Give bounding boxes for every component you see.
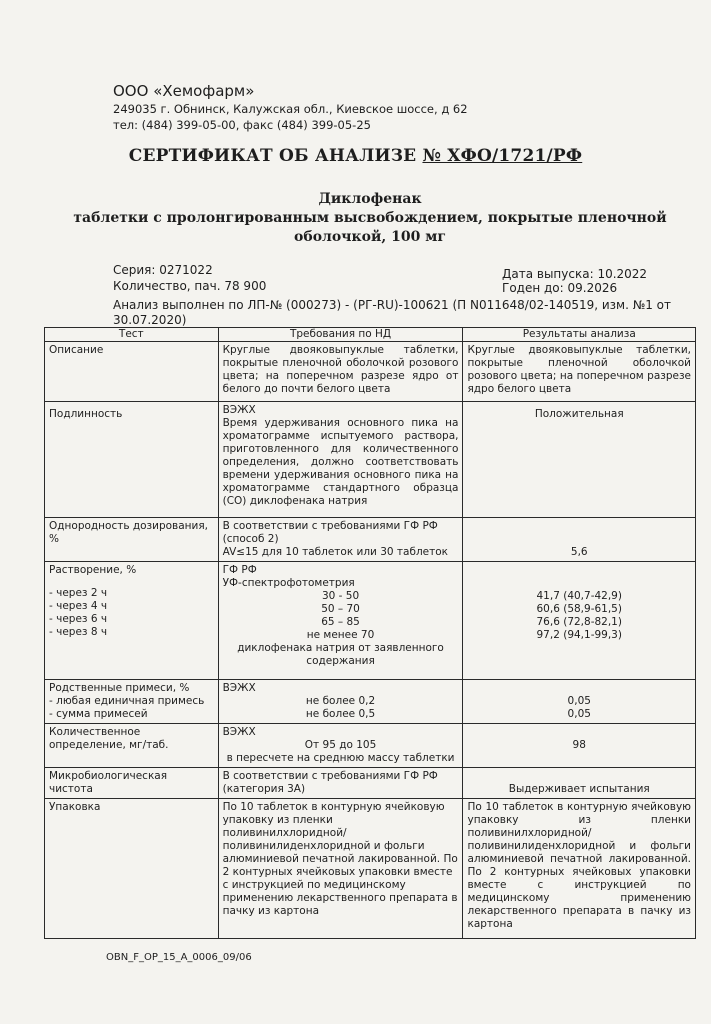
requirement-cell [218, 402, 463, 518]
result: 0,05 [567, 695, 591, 707]
company-phone: тел: (484) 399-05-00, факс (484) 399-05-25 [113, 118, 371, 132]
requirement-line: AV≤15 для 10 таблеток или 30 таблеток [222, 546, 449, 558]
dissolution-time: - через 4 ч [49, 600, 108, 612]
result: 60,6 (58,9-61,5) [536, 603, 622, 615]
method: ВЭЖХ [222, 404, 256, 416]
result: 5,6 [463, 518, 696, 562]
batch-info-left [113, 262, 266, 294]
certificate-title-prefix: СЕРТИФИКАТ ОБ АНАЛИЗЕ [128, 146, 423, 166]
product-form-line1: таблетки с пролонгированным высвобождением, покрытые пленочной [73, 210, 667, 226]
limit: не более 0,5 [305, 708, 376, 720]
requirement-cell [218, 724, 463, 768]
result: По 10 таблеток в контурную ячейковую упаковку из пленки поливинилхлоридной/ поливинилиденхлоридной и фольги алюминиевой печатной лакированной. По 2 контурных ячейковых упаковки вместе с инструкцией по медицинскому применению лекарственного препарата в пачку из картона [463, 799, 696, 939]
test-name: Растворение, % [49, 564, 137, 576]
table-row-identity [45, 402, 696, 518]
table-header-row [45, 328, 696, 342]
requirement-line: В соответствии с требованиями ГФ РФ [222, 770, 438, 782]
result: 98 [463, 724, 696, 768]
method: УФ-спектрофотометрия [222, 577, 355, 589]
release-date: Дата выпуска: 10.2022 [502, 267, 648, 281]
table-row-microbiology [45, 768, 696, 799]
requirement-line: (способ 2) [222, 533, 279, 545]
limit: 65 – 85 [321, 616, 360, 628]
note: диклофенака натрия от заявленного [237, 642, 444, 654]
header-test: Тест [45, 328, 219, 342]
test-subitem: - сумма примесей [49, 708, 148, 720]
limit: 50 – 70 [321, 603, 360, 615]
limit: 30 - 50 [321, 590, 360, 602]
table-row-dissolution [45, 562, 696, 680]
header-requirements: Требования по НД [218, 328, 463, 342]
table-row-description [45, 342, 696, 402]
quantity: Количество, пач. 78 900 [113, 279, 267, 293]
certificate-title [0, 146, 711, 166]
table-row-packaging [45, 799, 696, 939]
requirement: Время удерживания основного пика на хроматограмме испытуемого раствора, приготовленного для количественного определения, должно соответствовать времени удерживания основного пика на хроматограмме стандартного образца (СО) диклофенака натрия [222, 417, 459, 507]
dissolution-time: - через 6 ч [49, 613, 108, 625]
requirement-cell [218, 768, 463, 799]
company-address: 249035 г. Обнинск, Калужская обл., Киевское шоссе, д 62 [113, 102, 468, 116]
requirement-line: В соответствии с требованиями ГФ РФ [222, 520, 438, 532]
test-name: Количественное определение, мг/таб. [45, 724, 219, 768]
company-header [113, 82, 468, 132]
product-name: Диклофенак [318, 191, 422, 207]
result: 41,7 (40,7-42,9) [536, 590, 622, 602]
series: Серия: 0271022 [113, 263, 213, 277]
test-cell [45, 680, 219, 724]
test-name: Однородность дозирования, % [45, 518, 219, 562]
analysis-basis: Анализ выполнен по ЛП-№ (000273) - (РГ-RU)-100621 (П N011648/02-140519, изм. №1 от 30.07.2020) [113, 298, 671, 327]
product-block [60, 190, 680, 247]
note: в пересчете на среднюю массу таблетки [226, 752, 455, 764]
result-cell [463, 680, 696, 724]
test-name: Описание [45, 342, 219, 402]
result: Положительная [463, 402, 696, 518]
test-name: Подлинность [45, 402, 219, 518]
test-name: Упаковка [45, 799, 219, 939]
table-row-uniformity [45, 518, 696, 562]
result: 97,2 (94,1-99,3) [536, 629, 622, 641]
company-name: ООО «Хемофарм» [113, 82, 255, 100]
limit: От 95 до 105 [304, 739, 377, 751]
test-name: Микробиологическая чистота [45, 768, 219, 799]
batch-info-right [502, 267, 647, 295]
requirement-cell [218, 562, 463, 680]
product-form-line2: оболочкой, 100 мг [294, 229, 446, 245]
dissolution-time: - через 2 ч [49, 587, 108, 599]
method: ВЭЖХ [222, 726, 256, 738]
analysis-table [44, 327, 696, 939]
certificate-number: № ХФО/1721/РФ [422, 146, 583, 166]
test-subitem: - любая единичная примесь [49, 695, 205, 707]
table-row-assay [45, 724, 696, 768]
requirement-cell [218, 518, 463, 562]
expiry-date: Годен до: 09.2026 [502, 281, 618, 295]
result: 76,6 (72,8-82,1) [536, 616, 622, 628]
test-name: Родственные примеси, % [49, 682, 190, 694]
limit: не менее 70 [306, 629, 375, 641]
result: Круглые двояковыпуклые таблетки, покрытые пленочной оболочкой розового цвета; на поперечном разрезе ядро белого цвета [463, 342, 696, 402]
header-results: Результаты анализа [463, 328, 696, 342]
table-row-impurities [45, 680, 696, 724]
form-code: OBN_F_OP_15_A_0006_09/06 [106, 952, 252, 963]
method: ВЭЖХ [222, 682, 256, 694]
limit: не более 0,2 [305, 695, 376, 707]
note: содержания [306, 655, 375, 667]
requirement: Круглые двояковыпуклые таблетки, покрытые пленочной оболочкой розового цвета; на поперечном разрезе ядро от белого до почти белого цвета [218, 342, 463, 402]
requirement-line: (категория 3А) [222, 783, 306, 795]
requirement: По 10 таблеток в контурную ячейковую упаковку из пленки поливинилхлоридной/ поливинилиденхлоридной и фольги алюминиевой печатной лакированной. По 2 контурных ячейковых упаковки вместе с инструкцией по медицинскому применению лекарственного препарата в пачку из картона [218, 799, 463, 939]
requirement-cell [218, 680, 463, 724]
result: Выдерживает испытания [463, 768, 696, 799]
result-cell [463, 562, 696, 680]
test-cell [45, 562, 219, 680]
dissolution-time: - через 8 ч [49, 626, 108, 638]
result: 0,05 [567, 708, 591, 720]
method: ГФ РФ [222, 564, 257, 576]
